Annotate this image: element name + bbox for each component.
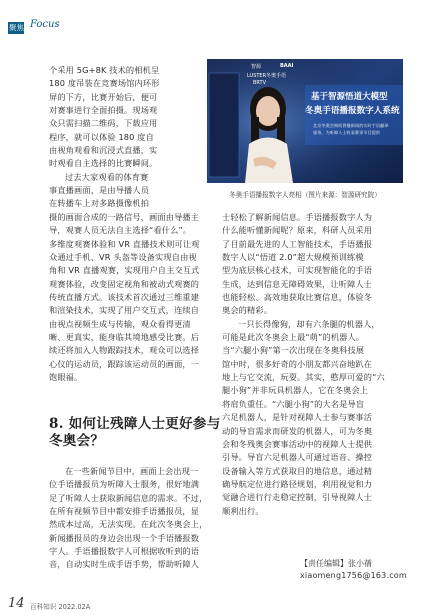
text-line: 当“六腿小狗”第一次出现在冬奥科技展 [222,345,365,356]
text-line: 传统直播方式。该技术首次通过三维重建 [49,292,200,303]
text-line: 一只长得像狗，却有六条腿的机器人， [238,318,380,329]
text-line: 地上与它交流，玩耍。其实，憨厚可爱的“六 [222,372,385,383]
text-line: 众只需扫描二维码，下载应用 [49,118,158,129]
text-line: 士轻松了解新闻信息。手语播报数字人为 [222,212,373,222]
section-heading-line2: 冬奥会？ [49,433,105,449]
text-line: 饱眼福。 [49,372,83,383]
text-line: 会和冬残奥会赛事活动中的视障人士提供 [222,438,373,449]
photo-illustration [207,59,403,183]
text-line: 也能轻松、高效地获取比赛信息，体验冬 [222,292,373,303]
text-line: 生成，达到信息无障碍效果，让听障人士 [222,278,373,289]
text-line: 足了听障人士获取新闻信息的需求。不过， [49,492,208,503]
editor-credit: 【责任编辑】张小蒨 [300,559,372,568]
text-line: 奥会的精彩。 [222,305,273,316]
text-line: 角和 VR 直播观赛，实现用户自主交互式 [49,265,200,276]
section-tag-label: 聚焦 [9,23,24,32]
text-line: 心仪的运动员，跟踪该运动员的画面，一 [49,358,200,369]
overlay-title-line1: 基于智源悟道大模型 [311,92,388,102]
text-line: 导，观赛人员无法自主选择“看什么”。 [49,225,192,236]
text-line: 续还将加入人物跟踪技术，观众可以选择 [49,345,200,356]
text-line: 由视点视频生成与传输，观众看得更清 [49,318,191,329]
column2 [222,211,386,518]
page-number: 14 [8,596,25,611]
text-line: 馆中时，很多好奇的小朋友都兴奋地趴在 [222,358,373,369]
text-line: 个采用 5G+8K 技术的相机呈 [49,65,160,75]
column1-bottom [49,465,208,572]
text-line: 过去大家观看的体育赛 [65,171,149,182]
text-line: 音，自动实时生成手语手势，帮助听障人 [49,559,200,570]
section-heading-line1: 8. 如何让残障人士更好参与 [49,416,221,432]
text-line: 新闻播报员的身边会出现一个手语播报数 [49,532,200,543]
text-line: 晰、更真实，能身临其境地感受比赛。后 [49,332,200,343]
text-line: 顺利出行。 [222,505,264,516]
text-line: 然成本过高，无法实现。在此次冬奥会上， [49,519,208,530]
section-tag [8,22,24,34]
logo-right: BAAI [280,63,294,69]
editor-email: xiaomeng1756@163.com [300,571,407,580]
text-line: 确导航定位进行路径规划，利用视觉和力 [222,478,373,489]
text-line: 引导。导盲六足机器人可通过语音、操控 [222,452,373,463]
text-line: 事直播画面，是由导播人员 [49,185,150,196]
logo-left: 智源 [251,64,262,70]
column1-middle [49,211,205,384]
text-line: 腿小狗”并非玩具机器人，它在冬奥会上 [222,385,369,396]
text-line: 将肩负重任。“六腿小狗”的大名是导盲 [222,398,365,409]
text-line: 对赛事进行全面拍摄。现场观 [49,105,158,116]
text-line: 觉融合进行行走稳定控制，引导视障人士 [222,492,373,503]
column1-top [49,64,204,211]
text-line: 多维度观赛体验和 VR 直播技术则可让观 [49,238,200,249]
overlay-sub-line2: 服务，为听障人士收看赛事节目提供 [313,130,381,135]
text-line: 字人。手语播报数字人可根据收听到的语 [49,546,200,557]
text-line: 屏的下方，比赛开始后，便可 [49,91,158,102]
text-line: 程序，就可以体验 180 度自 [49,131,154,142]
text-line: 位手语播报员为听障人士服务，很好地满 [49,479,200,490]
text-line: 摄的画面合成的一路信号，画面由导播主 [49,212,200,222]
text-line: 什么能听懂新闻呢？原来，科研人员采用 [222,225,373,236]
section-label-en: Focus [30,19,60,30]
text-line: 了目前最先进的人工智能技术，手语播报 [222,238,373,249]
text-line: 由视角观看和沉浸式直播，实 [49,145,158,156]
text-line: 在所有视频节目中都安排手语播报员，显 [49,506,200,517]
text-line: 时观看自主选择的比赛瞬间。 [49,158,158,169]
text-line: 和渲染技术，实现了用户交互式，连续自 [49,305,200,316]
section-heading [49,416,221,450]
text-line: 180 度吊装在竞赛场馆内环形 [49,78,160,89]
text-line: 六足机器人，是针对视障人士参与赛事活 [222,412,373,423]
article-photo [207,59,403,183]
overlay-sub-line1: 北京冬奥会期间将播新闻的实时手语翻译 [313,123,389,128]
issue-info: 百科知识 2022.02A [30,603,91,611]
text-line: 观赛体验，改变固定视角和被动式观赛的 [49,278,200,289]
text-line: 在转播车上对多路摄像机拍 [49,198,150,209]
text-line: 数字人以“悟道 2.0”超大规模预训练模 [222,252,364,263]
text-line: 可能是此次冬奥会上最“萌”的机器人。 [222,332,365,343]
section-label [27,19,60,30]
text-line: 型为底层核心技术，可实现智能化的手语 [222,265,373,276]
text-line: 设备输入等方式获取目的地信息，通过精 [222,465,373,476]
screen-tag-line2: BRTV [253,80,267,86]
overlay-title-line2: 冬奥手语播报数字人系统 [305,106,400,116]
photo-caption: 冬奥手语播报数字人亮相（图片来源：智源研究院） [229,191,381,199]
text-line: 在一些新闻节目中，画面上会出现一 [65,466,199,476]
text-line: 动的导盲需求而研发的机器人，可为冬奥 [222,425,373,436]
text-line: 众通过手机、VR 头盔等设备实现自由视 [49,252,197,263]
screen-tag-line1: LUSTER冬奥手语 [247,73,287,79]
